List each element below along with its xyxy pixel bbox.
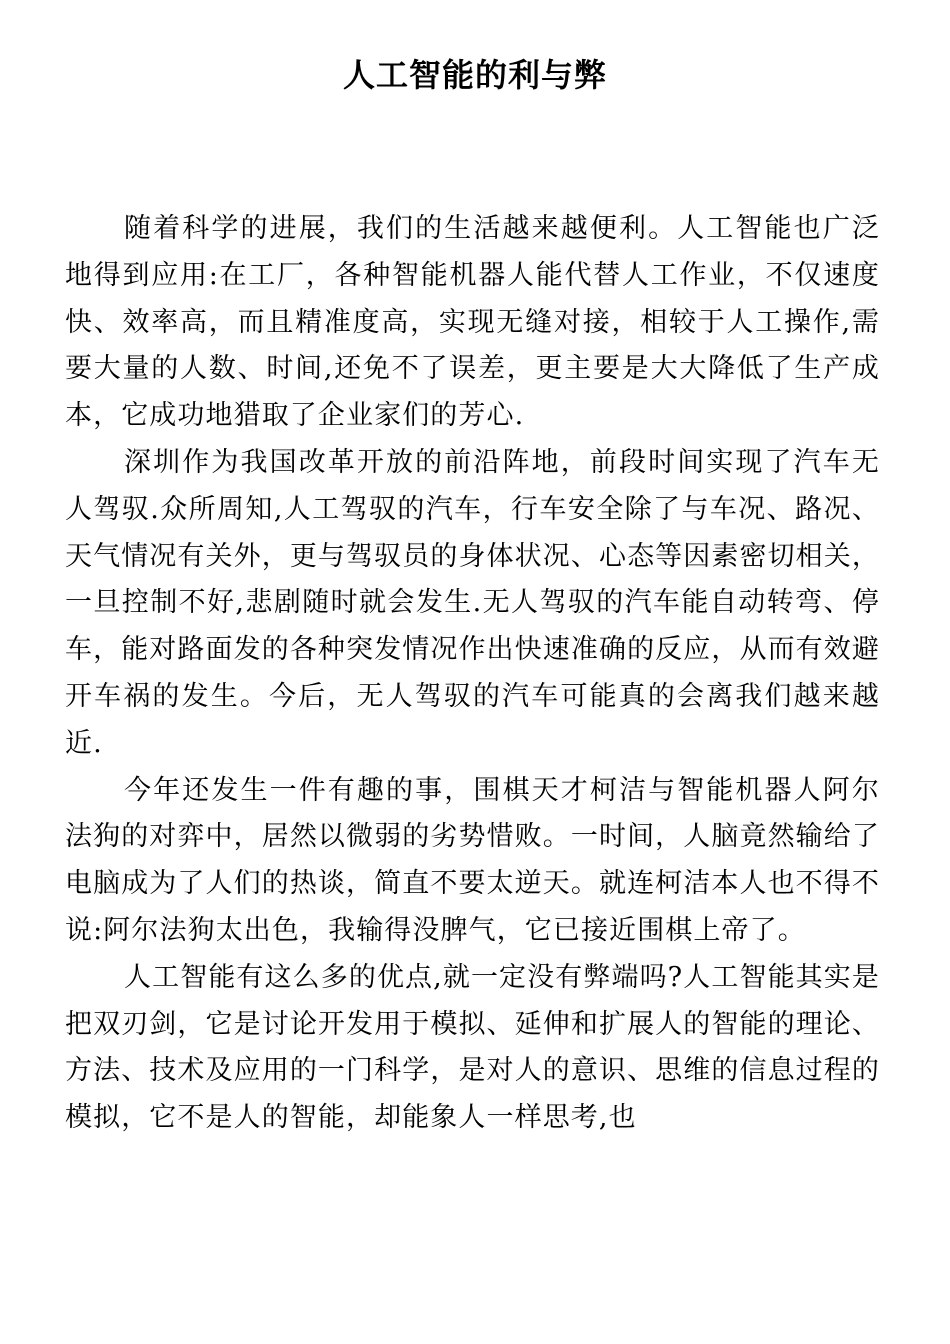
paragraph: 今年还发生一件有趣的事，围棋天才柯洁与智能机器人阿尔法狗的对弈中，居然以微弱的劣势惜败。一时间，人脑竟然输给了电脑成为了人们的热谈，简直不要太逆天。就连柯洁本人也不得不说:阿尔法狗太出色，我输得没脾气，它已接近围棋上帝了。 (65, 774, 880, 946)
document-title: 人工智能的利与弊 (342, 56, 607, 94)
paragraph: 随着科学的进展，我们的生活越来越便利。人工智能也广泛地得到应用:在工厂，各种智能机器人能代替人工作业，不仅速度快、效率高，而且精准度高，实现无缝对接，相较于人工操作,需要大量的人数、时间,还免不了误差，更主要是大大降低了生产成本，它成功地猎取了企业家们的芳心. (65, 213, 880, 432)
paragraph: 深圳作为我国改革开放的前沿阵地，前段时间实现了汽车无人驾驭.众所周知,人工驾驭的汽车，行车安全除了与车况、路况、天气情况有关外，更与驾驭员的身体状况、心态等因素密切相关，一旦控制不好,悲剧随时就会发生.无人驾驭的汽车能自动转弯、停车，能对路面发的各种突发情况作出快速准确的反应，从而有效避开车祸的发生。今后，无人驾驭的汽车可能真的会离我们越来越近. (65, 446, 880, 759)
document-body (65, 206, 880, 1142)
paragraph: 人工智能有这么多的优点,就一定没有弊端吗?人工智能其实是把双刃剑，它是讨论开发用于模拟、延伸和扩展人的智能的理论、方法、技术及应用的一门科学，是对人的意识、思维的信息过程的模拟，它不是人的智能，却能象人一样思考,也 (65, 961, 880, 1134)
